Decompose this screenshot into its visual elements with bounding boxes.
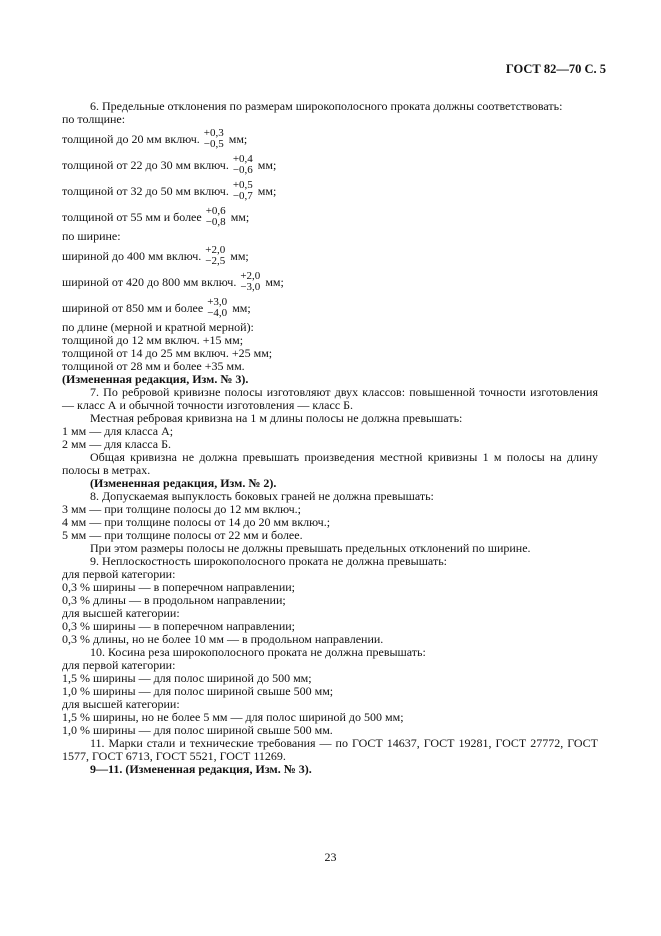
tolerance-upper: +2,0 <box>240 270 261 282</box>
tolerance-upper: +3,0 <box>207 296 228 308</box>
category-label: для высшей категории: <box>62 697 180 711</box>
tolerance-unit: мм; <box>232 300 251 315</box>
section-8-para: 8. Допускаемая выпуклость боковых граней не должна превышать: <box>90 489 434 503</box>
tolerance-text: толщиной от 55 мм и более <box>62 209 202 224</box>
list-item: 1 мм — для класса А; <box>62 424 174 438</box>
tolerance-upper: +0,3 <box>203 127 224 139</box>
revision-note: 9—11. (Измененная редакция, Изм. № 3). <box>90 762 312 776</box>
tolerance-text: шириной от 850 мм и более <box>62 300 204 315</box>
length-item: толщиной от 14 до 25 мм включ. +25 мм; <box>62 346 273 360</box>
list-item: 2 мм — для класса Б. <box>62 437 171 451</box>
category-label: для высшей категории: <box>62 606 180 620</box>
page-number: 23 <box>324 850 337 864</box>
tolerance-fraction <box>206 206 226 228</box>
tolerance-text: толщиной от 22 до 30 мм включ. <box>62 157 229 172</box>
length-item: толщиной от 28 мм и более +35 мм. <box>62 359 245 373</box>
category-label: для первой категории: <box>62 658 176 672</box>
list-item: 3 мм — при толщине полосы до 12 мм включ.; <box>62 502 301 516</box>
list-item: 0,3 % ширины — в поперечном направлении; <box>62 619 296 633</box>
list-item: 0,3 % ширины — в поперечном направлении; <box>62 580 296 594</box>
list-item: 4 мм — при толщине полосы от 14 до 20 мм включ.; <box>62 515 331 529</box>
section-9-para: 9. Неплоскостность широкополосного проката не должна превышать: <box>90 554 447 568</box>
list-item: 1,0 % ширины — для полос шириной свыше 500 мм; <box>62 684 334 698</box>
tolerance-fraction <box>204 128 224 150</box>
section-6-length-label: по длине (мерной и кратной мерной): <box>62 320 254 334</box>
document-body <box>62 99 598 776</box>
tolerance-text: шириной от 420 до 800 мм включ. <box>62 274 237 289</box>
section-7-para: 7. По ребровой кривизне полосы изготовляют двух классов: повышенной точности изготовления — класс А и обычной точности изготовления — класс Б. <box>62 385 598 412</box>
tolerance-unit: мм; <box>230 209 250 224</box>
section-7-para: Общая кривизна не должна превышать произведения местной кривизны 1 м полосы на длину полосы в метрах. <box>62 450 598 477</box>
tolerance-unit: мм; <box>228 131 248 146</box>
section-8-para: При этом размеры полосы не должны превышать предельных отклонений по ширине. <box>90 541 531 555</box>
section-11-para: 11. Марки стали и технические требования — по ГОСТ 14637, ГОСТ 19281, ГОСТ 27772, ГОСТ 1577, ГОСТ 6713, ГОСТ 5521, ГОСТ 11269. <box>62 736 598 763</box>
tolerance-row <box>62 269 598 295</box>
tolerance-lower: −0,6 <box>232 164 253 176</box>
tolerance-lower: −0,5 <box>203 138 224 150</box>
page-header: ГОСТ 82—70 С. 5 <box>505 62 606 76</box>
category-label: для первой категории: <box>62 567 176 581</box>
tolerance-lower: −4,0 <box>207 307 228 319</box>
section-6-width-label: по ширине: <box>62 229 121 243</box>
length-item: толщиной до 12 мм включ. +15 мм; <box>62 333 244 347</box>
tolerance-row <box>62 152 598 178</box>
tolerance-text: толщиной до 20 мм включ. <box>62 131 200 146</box>
revision-note: (Измененная редакция, Изм. № 3). <box>62 372 249 386</box>
section-7-para: Местная ребровая кривизна на 1 м длины полосы не должна превышать: <box>90 411 463 425</box>
list-item: 1,0 % ширины — для полос шириной свыше 500 мм. <box>62 723 333 737</box>
tolerance-row <box>62 126 598 152</box>
tolerance-fraction <box>240 271 260 293</box>
list-item: 1,5 % ширины, но не более 5 мм — для полос шириной до 500 мм; <box>62 710 404 724</box>
tolerance-row <box>62 295 598 321</box>
tolerance-row <box>62 178 598 204</box>
list-item: 5 мм — при толщине полосы от 22 мм и более. <box>62 528 303 542</box>
tolerance-lower: −3,0 <box>240 281 261 293</box>
tolerance-upper: +0,6 <box>205 205 226 217</box>
revision-note: (Измененная редакция, Изм. № 2). <box>90 476 277 490</box>
section-6-thickness-label: по толщине: <box>62 112 126 126</box>
tolerance-upper: +0,5 <box>232 179 253 191</box>
tolerance-text: толщиной от 32 до 50 мм включ. <box>62 183 229 198</box>
tolerance-lower: −0,7 <box>232 190 253 202</box>
tolerance-row <box>62 243 598 269</box>
list-item: 0,3 % длины, но не более 10 мм — в продольном направлении. <box>62 632 384 646</box>
tolerance-fraction <box>233 180 253 202</box>
tolerance-unit: мм; <box>257 183 277 198</box>
tolerance-upper: +2,0 <box>205 244 226 256</box>
tolerance-unit: мм; <box>257 157 277 172</box>
tolerance-fraction <box>205 245 225 267</box>
tolerance-upper: +0,4 <box>232 153 253 165</box>
list-item: 0,3 % длины — в продольном направлении; <box>62 593 286 607</box>
tolerance-fraction <box>207 297 227 319</box>
tolerance-lower: −0,8 <box>205 216 226 228</box>
tolerance-unit: мм; <box>265 274 284 289</box>
tolerance-unit: мм; <box>230 248 249 263</box>
list-item: 1,5 % ширины — для полос шириной до 500 мм; <box>62 671 312 685</box>
tolerance-fraction <box>233 154 253 176</box>
tolerance-row <box>62 204 598 230</box>
tolerance-lower: −2,5 <box>205 255 226 267</box>
section-6-intro: 6. Предельные отклонения по размерам широкополосного проката должны соответствовать: <box>90 99 563 113</box>
section-10-para: 10. Косина реза широкополосного проката не должна превышать: <box>90 645 426 659</box>
tolerance-text: шириной до 400 мм включ. <box>62 248 202 263</box>
